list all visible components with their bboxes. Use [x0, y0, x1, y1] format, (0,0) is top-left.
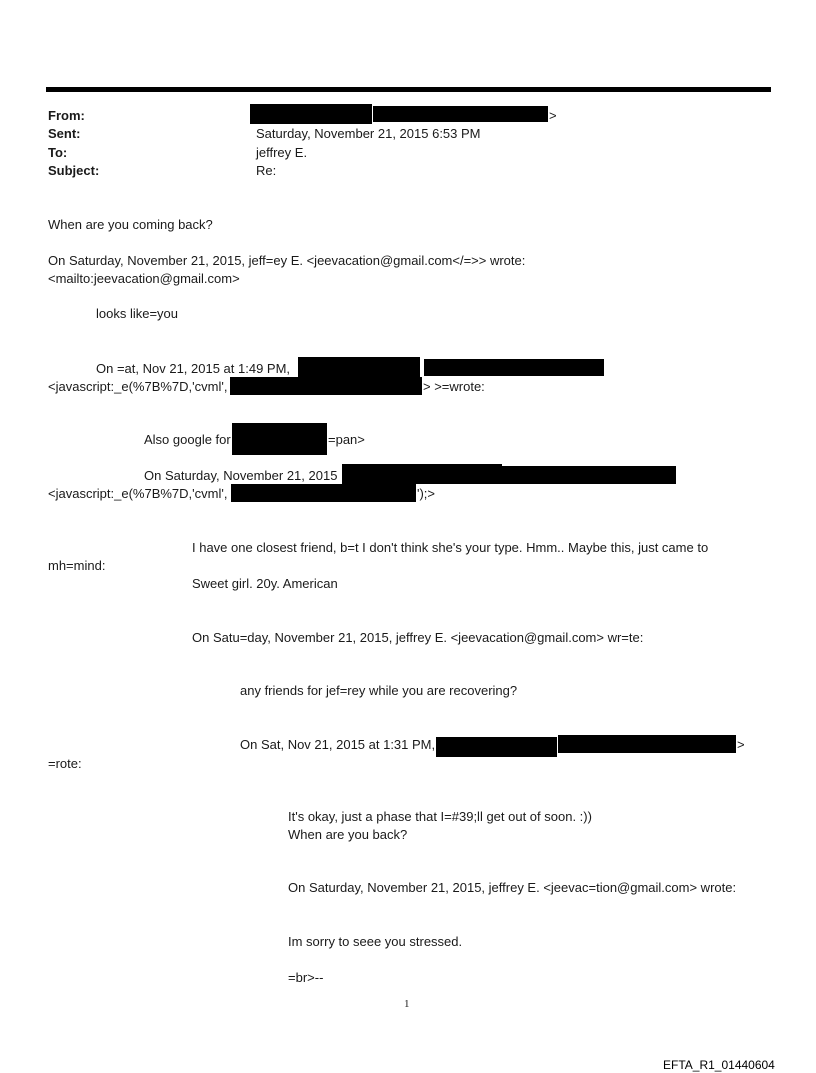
redaction-box [230, 377, 422, 395]
body-line: <javascript:_e(%7B%7D,'cvml', [48, 486, 228, 501]
quote-header: On Saturday, November 21, 2015 [144, 468, 338, 483]
body-line: =rote: [48, 756, 82, 771]
to-value: jeffrey E. [256, 145, 308, 160]
body-line: any friends for jef=rey while you are recovering? [240, 683, 518, 698]
body-line: I have one closest friend, b=t I don't think she's your type. Hmm.. Maybe this, just came to [192, 540, 709, 555]
body-line: Im sorry to seee you stressed. [288, 934, 463, 949]
body-line: <javascript:_e(%7B%7D,'cvml', [48, 379, 228, 394]
body-line: Also google for [144, 432, 231, 447]
redaction-box [232, 423, 327, 455]
sent-label: Sent: [48, 126, 81, 141]
body-line: > >=wrote: [423, 379, 485, 394]
body-line: > [737, 737, 745, 752]
body-line: When are you back? [288, 827, 408, 842]
from-label: From: [48, 108, 85, 123]
redaction-box [373, 106, 548, 122]
quote-header: On Saturday, November 21, 2015, jeffrey E. <jeevac=tion@gmail.com> wrote: [288, 880, 737, 895]
redaction-box [424, 359, 604, 376]
redaction-box [558, 735, 736, 753]
quote-header: On Sat, Nov 21, 2015 at 1:31 PM, [240, 737, 436, 752]
page-number: 1 [404, 998, 410, 1010]
quote-header: On Saturday, November 21, 2015, jeff=ey E. <jeevacation@gmail.com</=>> wrote: [48, 253, 526, 268]
subject-value: Re: [256, 163, 277, 178]
redaction-box [500, 466, 676, 484]
redaction-box [298, 357, 420, 377]
quote-header: On Satu=day, November 21, 2015, jeffrey E. <jeevacation@gmail.com> wr=te: [192, 630, 644, 645]
from-suffix: > [549, 108, 557, 123]
body-line: =br>-- [288, 970, 324, 985]
header-rule [46, 87, 771, 92]
quote-header: On =at, Nov 21, 2015 at 1:49 PM, [96, 361, 291, 376]
to-label: To: [48, 145, 68, 160]
body-line: mh=mind: [48, 558, 106, 573]
body-line: looks like=you [96, 306, 179, 321]
redaction-box [231, 484, 416, 502]
body-line: It's okay, just a phase that I=#39;ll get out of soon. :)) [288, 809, 592, 824]
body-line: <mailto:jeevacation@gmail.com> [48, 271, 240, 286]
body-line: Sweet girl. 20y. American [192, 576, 338, 591]
subject-label: Subject: [48, 163, 100, 178]
redaction-box [342, 464, 502, 484]
document-id-footer: EFTA_R1_01440604 [663, 1058, 775, 1072]
body-line: =pan> [328, 432, 365, 447]
body-line: ');> [417, 486, 436, 501]
redaction-box [250, 104, 372, 124]
redaction-box [436, 737, 557, 757]
body-line: When are you coming back? [48, 217, 213, 232]
sent-value: Saturday, November 21, 2015 6:53 PM [256, 126, 481, 141]
